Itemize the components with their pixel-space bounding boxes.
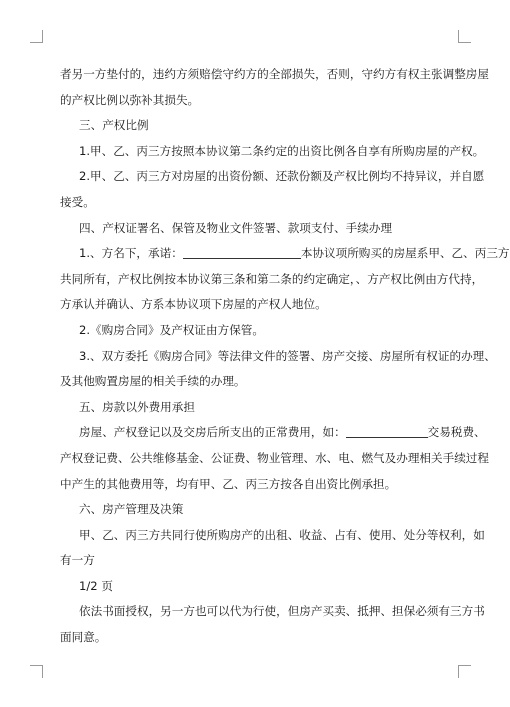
crop-mark-top-right — [458, 30, 471, 43]
paragraph-line: 共同所有，产权比例按本协议第三条和第二条的约定确定，、方产权比例由方代持， — [60, 271, 484, 286]
paragraph-line: 甲、乙、丙三方共同行使所购房产的出租、收益、占有、使用、处分等权利，如 — [79, 527, 485, 542]
section-heading: 三、产权比例 — [79, 118, 149, 133]
paragraph-line: 1.甲、乙、丙三方按照本协议第二条约定的出资比例各自享有所购房屋的产权。 — [79, 143, 485, 158]
page-number: 1/2 页 — [79, 578, 113, 593]
section-heading: 四、产权证署名、保管及物业文件签署、款项支付、手续办理 — [79, 220, 393, 235]
document-body — [60, 62, 510, 651]
paragraph-line: 中产生的其他费用等，均有甲、乙、丙三方按各自出资比例承担。 — [60, 476, 397, 491]
paragraph-line: 依法书面授权，另一方也可以代为行使，但房产买卖、抵押、担保必须有三方书 — [79, 604, 485, 619]
clause-text: 房屋、产权登记以及交房后所支出的正常费用，如： — [79, 425, 346, 440]
paragraph-line: 的产权比例以弥补其损失。 — [60, 92, 200, 107]
fill-in-blank — [346, 424, 428, 438]
paragraph-line — [60, 241, 510, 267]
paragraph-line: 有一方 — [60, 553, 95, 568]
crop-mark-bottom-left — [30, 665, 43, 678]
paragraph-line: 2.甲、乙、丙三方对房屋的出资份额、还款份额及产权比例均不持异议，并自愿 — [79, 169, 485, 184]
paragraph-line: 2.《购房合同》及产权证由方保管。 — [79, 322, 264, 337]
paragraph-line: 产权登记费、公共维修基金、公证费、物业管理、水、电、燃气及办理相关手续过程 — [60, 450, 489, 465]
fill-in-blank — [183, 245, 301, 259]
paragraph-line: 方承认并确认、方系本协议项下房屋的产权人地位。 — [60, 297, 327, 312]
paragraph-line: 及其他购置房屋的相关手续的办理。 — [60, 374, 246, 389]
section-heading: 六、房产管理及决策 — [79, 502, 184, 517]
clause-text: 1.、方名下，承诺： — [79, 246, 183, 261]
paragraph-line: 接受。 — [60, 194, 95, 209]
paragraph-line — [60, 420, 486, 446]
paragraph-line: 者另一方垫付的，违约方须赔偿守约方的全部损失，否则，守约方有权主张调整房屋 — [60, 67, 489, 81]
section-heading: 五、房款以外费用承担 — [79, 399, 195, 414]
clause-text: 本协议项所购买的房屋系甲、乙、丙三方 — [300, 246, 510, 261]
crop-mark-top-left — [30, 30, 43, 43]
crop-mark-bottom-right — [458, 665, 471, 678]
paragraph-line: 3.、双方委托《购房合同》等法律文件的签署、房产交接、房屋所有权证的办理、 — [79, 348, 496, 363]
paragraph-line: 面同意。 — [60, 630, 107, 645]
clause-text: 交易税费、 — [427, 425, 486, 440]
